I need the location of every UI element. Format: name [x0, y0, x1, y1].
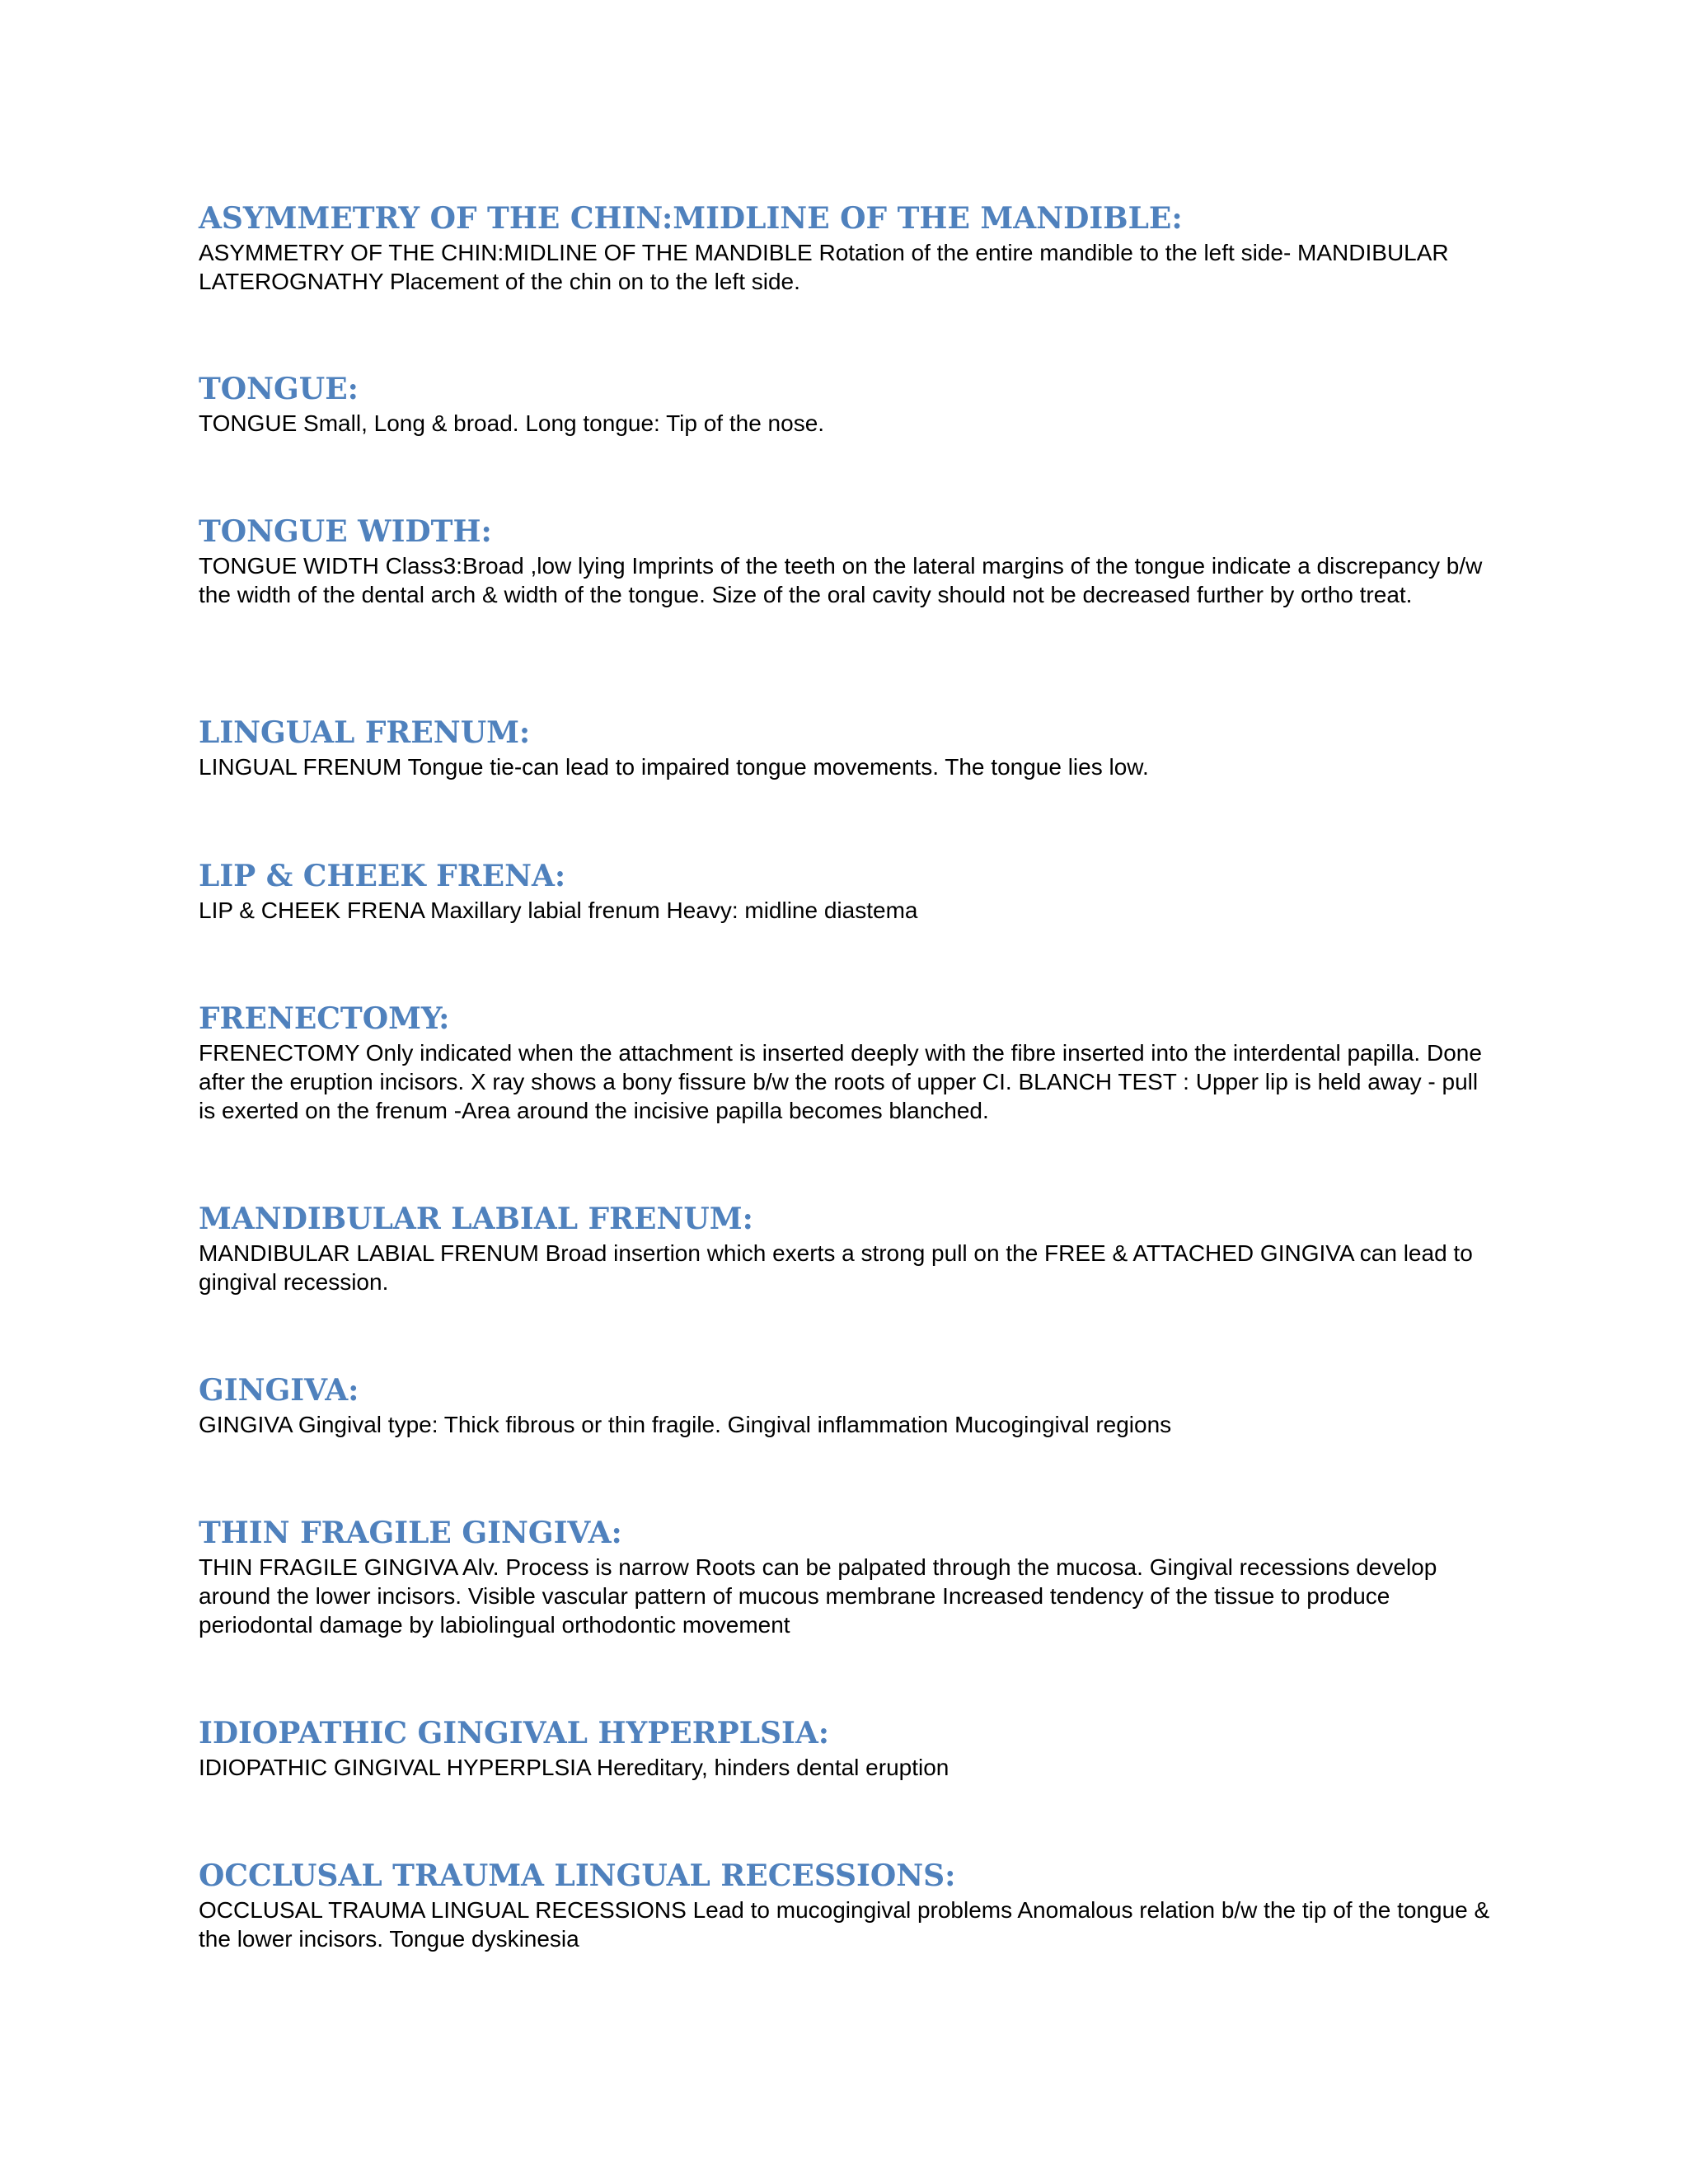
section-body: OCCLUSAL TRAUMA LINGUAL RECESSIONS Lead to mucogingival problems Anomalous relation b/w the tip of the tongue & the lower incisors. Tongue dyskinesia [199, 1897, 1490, 1952]
section-body: TONGUE Small, Long & broad. Long tongue: Tip of the nose. [199, 410, 825, 436]
section-lingual-frenum [199, 715, 1501, 781]
section-frenectomy [199, 1001, 1501, 1125]
section-occlusal-trauma-lingual-recessions [199, 1858, 1501, 1953]
section-body: TONGUE WIDTH Class3:Broad ,low lying Imprints of the teeth on the lateral margins of the tongue indicate a discrepancy b/w the width of the dental arch & width of the tongue. Size of the oral cavity should not be decreased further by ortho treat. [199, 553, 1483, 607]
section-heading: TONGUE: [199, 372, 359, 406]
section-asymmetry-of-the-chin [199, 200, 1501, 296]
section-mandibular-labial-frenum [199, 1201, 1501, 1296]
section-heading: THIN FRAGILE GINGIVA: [199, 1516, 622, 1550]
section-thin-fragile-gingiva [199, 1515, 1501, 1639]
section-tongue [199, 371, 1501, 438]
section-body: FRENECTOMY Only indicated when the attachment is inserted deeply with the fibre inserted into the interdental papilla. Done after the eruption incisors. X ray shows a bony fissure b/w the roots of upper CI. BLANCH TEST : Upper lip is held away - pull is exerted on the frenum -Area around the incisive papilla becomes blanched. [199, 1040, 1482, 1123]
section-tongue-width [199, 513, 1501, 609]
section-body: IDIOPATHIC GINGIVAL HYPERPLSIA Hereditary, hinders dental eruption [199, 1755, 950, 1780]
section-body: GINGIVA Gingival type: Thick fibrous or thin fragile. Gingival inflammation Mucogingival regions [199, 1412, 1172, 1437]
section-heading: FRENECTOMY: [199, 1001, 450, 1036]
section-heading: MANDIBULAR LABIAL FRENUM: [199, 1202, 753, 1236]
section-heading: LIP & CHEEK FRENA: [199, 859, 566, 893]
section-body: MANDIBULAR LABIAL FRENUM Broad insertion which exerts a strong pull on the FREE & ATTACHED GINGIVA can lead to gingival recession. [199, 1240, 1473, 1295]
section-body: THIN FRAGILE GINGIVA Alv. Process is narrow Roots can be palpated through the mucosa. Gingival recessions develop around the lower incisors. Visible vascular pattern of mucous membrane Increased tendency of the tissue to produce periodontal damage by labiolingual orthodontic movement [199, 1554, 1437, 1638]
section-idiopathic-gingival-hyperplsia [199, 1715, 1501, 1782]
section-heading: GINGIVA: [199, 1373, 359, 1408]
section-heading: ASYMMETRY OF THE CHIN:MIDLINE OF THE MANDIBLE: [199, 201, 1183, 236]
section-heading: OCCLUSAL TRAUMA LINGUAL RECESSIONS: [199, 1858, 956, 1893]
section-lip-and-cheek-frena [199, 858, 1501, 925]
section-gingiva [199, 1372, 1501, 1439]
section-body: LIP & CHEEK FRENA Maxillary labial frenum Heavy: midline diastema [199, 898, 918, 923]
section-body: ASYMMETRY OF THE CHIN:MIDLINE OF THE MANDIBLE Rotation of the entire mandible to the left side- MANDIBULAR LATEROGNATHY Placement of the chin on to the left side. [199, 240, 1449, 294]
section-heading: LINGUAL FRENUM: [199, 715, 531, 750]
section-body: LINGUAL FRENUM Tongue tie-can lead to impaired tongue movements. The tongue lies low. [199, 754, 1149, 780]
section-heading: TONGUE WIDTH: [199, 514, 492, 549]
section-heading: IDIOPATHIC GINGIVAL HYPERPLSIA: [199, 1716, 830, 1750]
